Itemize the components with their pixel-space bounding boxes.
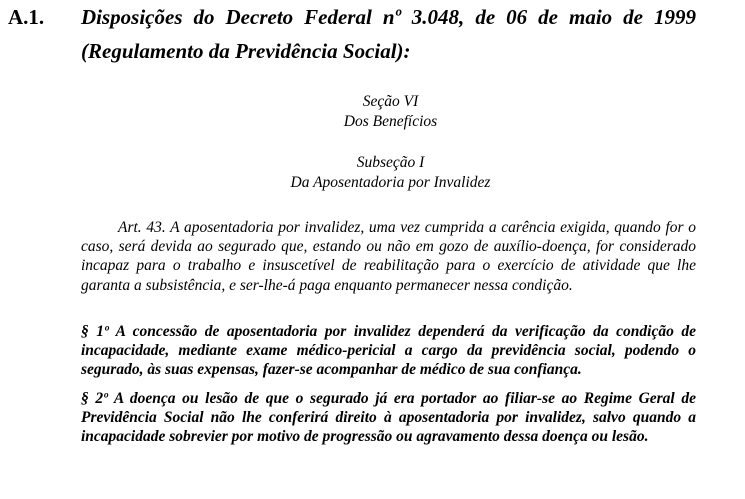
article-43-text: Art. 43. A aposentadoria por invalidez, uma vez cumprida a carência exigida, quando for o caso, será devida ao segurado que, estando ou não em gozo de auxílio-doença, for considerado incapaz para o trabalho e insuscetível de reabilitação para o exercício de atividade que lhe garanta a subsistência, e ser-lhe-á paga enquanto permanecer nessa condição.	[81, 219, 696, 294]
subsection-title: Da Aposentadoria por Invalidez	[290, 174, 491, 191]
paragraph-1-text: § 1º A concessão de aposentadoria por invalidez dependerá da verificação da condição de incapacidade, mediante exame médico-pericial a cargo da previdência social, podendo o segurado, às suas expensas, fazer-se acompanhar de médico de sua confiança.	[81, 323, 696, 379]
subsection-heading	[18, 153, 745, 193]
paragraph-2-text: § 2º A doença ou lesão de que o segurado já era portador ao filiar-se ao Regime Geral de Previdência Social não lhe conferirá direito à aposentadoria por invalidez, salvo quando a incapacidade sobrevier por motivo de progressão ou agravamento dessa doença ou lesão.	[81, 390, 696, 446]
section-title: Dos Benefícios	[343, 113, 438, 130]
heading-title-line1: Disposições do Decreto Federal nº 3.048, de 06 de maio de 1999	[81, 5, 696, 29]
heading-title	[81, 4, 696, 64]
heading-number: A.1.	[8, 5, 45, 29]
section-heading	[18, 92, 745, 132]
section-label: Seção VI	[362, 93, 419, 110]
subsection-label: Subseção I	[356, 154, 425, 171]
heading-title-line2: (Regulamento da Previdência Social):	[81, 39, 411, 63]
